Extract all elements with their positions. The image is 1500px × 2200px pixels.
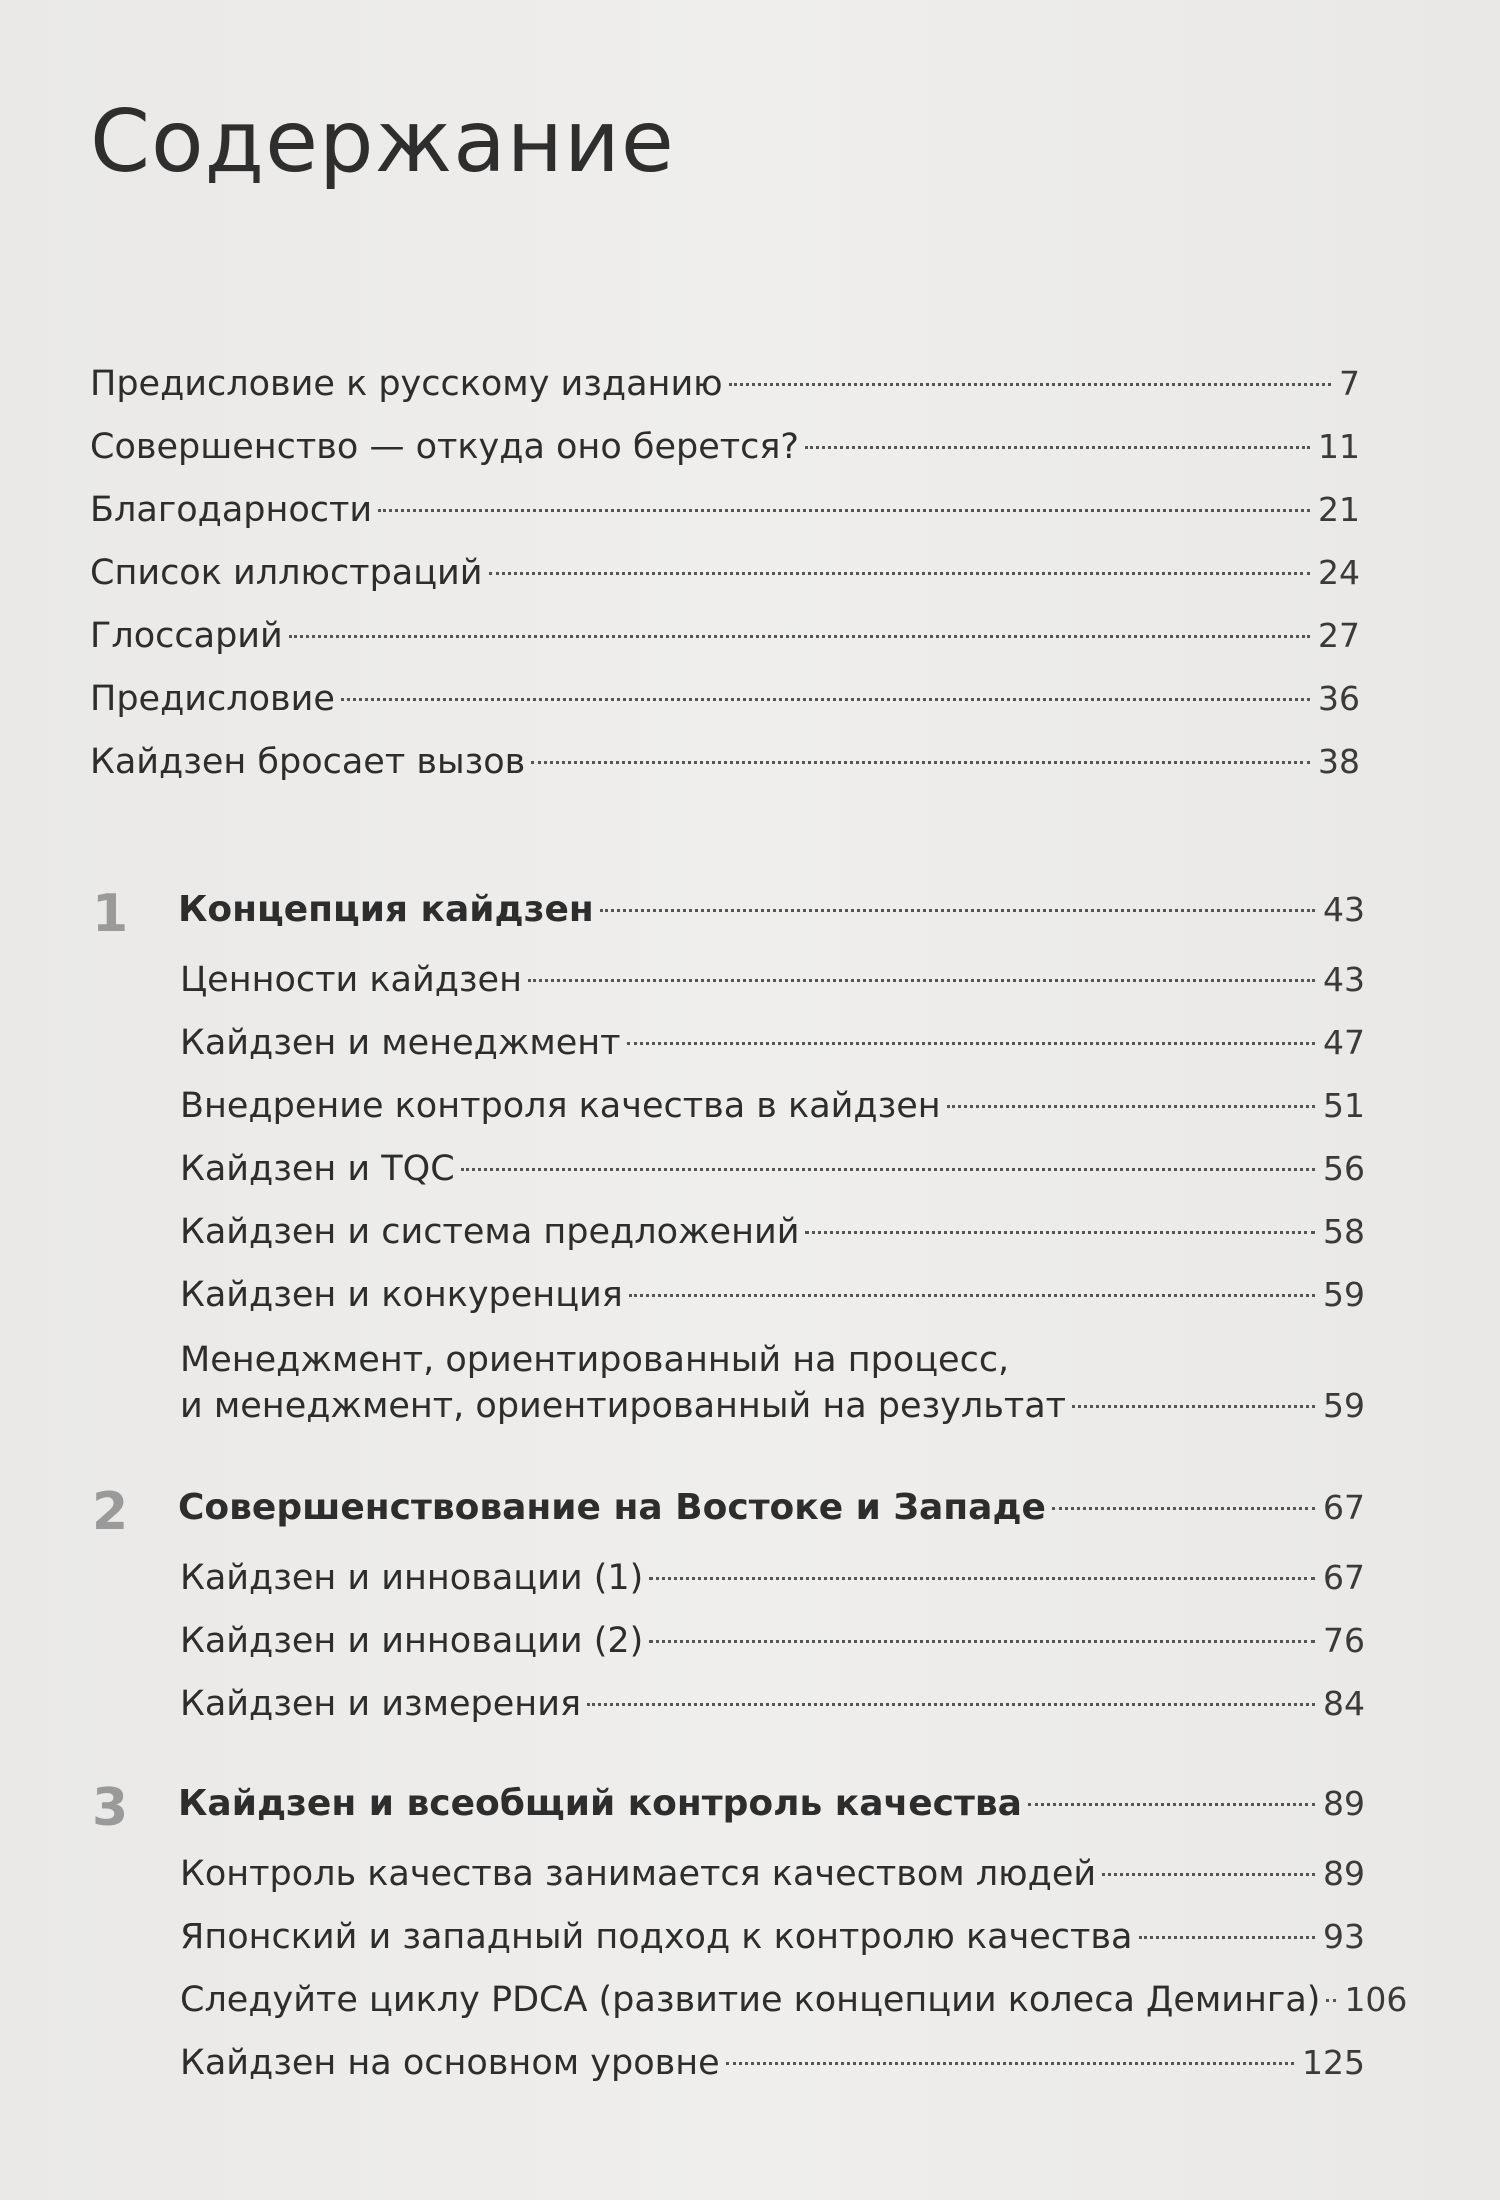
dot-leader	[489, 572, 1310, 575]
dot-leader	[729, 383, 1331, 386]
toc-entry[interactable]	[180, 958, 1365, 1002]
dot-leader	[341, 698, 1310, 701]
toc-entry[interactable]	[90, 425, 1360, 469]
toc-page-number: 67	[1323, 1488, 1365, 1527]
dot-leader	[805, 1231, 1315, 1234]
chapter-heading[interactable]	[178, 1782, 1365, 1826]
chapter-heading[interactable]	[178, 1486, 1365, 1530]
toc-entry[interactable]	[90, 740, 1360, 784]
toc-entry[interactable]	[90, 362, 1360, 406]
toc-page-number: 38	[1318, 742, 1360, 781]
dot-leader	[649, 1577, 1315, 1580]
toc-page-number: 89	[1323, 1854, 1365, 1893]
toc-entry[interactable]	[180, 1084, 1365, 1128]
toc-entry-label: Предисловие к русскому изданию	[90, 364, 723, 404]
toc-entry[interactable]	[180, 1147, 1365, 1191]
toc-entry[interactable]	[180, 1682, 1365, 1726]
toc-entry-label: Кайдзен и конкуренция	[180, 1275, 623, 1315]
toc-entry-multiline[interactable]	[180, 1337, 1365, 1429]
dot-leader	[289, 635, 1310, 638]
toc-page-number: 36	[1318, 679, 1360, 718]
dot-leader	[627, 1042, 1315, 1045]
toc-page-number: 89	[1323, 1784, 1365, 1823]
toc-entry[interactable]	[90, 488, 1360, 532]
chapter-number: 2	[92, 1482, 129, 1542]
chapter-title: Совершенствование на Востоке и Западе	[178, 1487, 1046, 1528]
dot-leader	[1139, 1936, 1316, 1939]
dot-leader	[1326, 1999, 1336, 2002]
chapter-heading[interactable]	[178, 888, 1365, 932]
toc-page-number: 58	[1323, 1212, 1365, 1251]
dot-leader	[1072, 1405, 1315, 1408]
toc-entry[interactable]	[90, 614, 1360, 658]
toc-entry-label: Кайдзен бросает вызов	[90, 742, 526, 782]
toc-page-number: 67	[1323, 1558, 1365, 1597]
toc-entry[interactable]	[180, 1556, 1365, 1600]
toc-entry[interactable]	[180, 1978, 1408, 2022]
toc-entry[interactable]	[90, 677, 1360, 721]
toc-page-number: 93	[1323, 1917, 1365, 1956]
dot-leader	[1102, 1873, 1315, 1876]
toc-entry-label: Японский и западный подход к контролю качества	[180, 1917, 1133, 1957]
dot-leader	[649, 1640, 1315, 1643]
toc-entry-label: Кайдзен и система предложений	[180, 1212, 800, 1252]
chapter-title: Концепция кайдзен	[178, 889, 594, 930]
toc-entry-label: и менеджмент, ориентированный на результат	[180, 1386, 1067, 1426]
toc-entry-label: Кайдзен и инновации (1)	[180, 1558, 644, 1598]
dot-leader	[461, 1168, 1315, 1171]
toc-entry-label: Внедрение контроля качества в кайдзен	[180, 1086, 941, 1126]
toc-page-number: 43	[1323, 890, 1365, 929]
toc-page-number: 47	[1323, 1023, 1365, 1062]
dot-leader	[1052, 1507, 1315, 1510]
toc-page-number: 24	[1318, 553, 1360, 592]
dot-leader	[528, 979, 1315, 982]
toc-entry-label: Ценности кайдзен	[180, 960, 522, 1000]
dot-leader	[378, 509, 1310, 512]
toc-entry-label: Контроль качества занимается качеством людей	[180, 1854, 1097, 1894]
page-title: Содержание	[90, 92, 675, 192]
chapter-number: 1	[92, 884, 129, 944]
toc-entry[interactable]	[180, 1915, 1365, 1959]
toc-page-number: 84	[1323, 1684, 1365, 1723]
toc-page-number: 59	[1323, 1386, 1365, 1425]
toc-page-number: 7	[1339, 364, 1360, 403]
dot-leader	[805, 446, 1310, 449]
dot-leader	[726, 2062, 1294, 2065]
toc-entry-label: Кайдзен и TQC	[180, 1149, 455, 1189]
toc-page-number: 11	[1318, 427, 1360, 466]
dot-leader	[600, 909, 1315, 912]
toc-entry[interactable]	[180, 1619, 1365, 1663]
toc-entry-label: Менеджмент, ориентированный на процесс,	[180, 1340, 1010, 1380]
toc-entry[interactable]	[180, 1852, 1365, 1896]
dot-leader	[947, 1105, 1315, 1108]
toc-page-number: 106	[1344, 1980, 1408, 2019]
toc-entry-label: Список иллюстраций	[90, 553, 483, 593]
dot-leader	[629, 1294, 1315, 1297]
toc-page-number: 43	[1323, 960, 1365, 999]
toc-page-number: 51	[1323, 1086, 1365, 1125]
toc-page-number: 76	[1323, 1621, 1365, 1660]
toc-page-number: 59	[1323, 1275, 1365, 1314]
toc-entry[interactable]	[180, 1210, 1365, 1254]
toc-page-number: 27	[1318, 616, 1360, 655]
chapter-number: 3	[92, 1778, 129, 1838]
dot-leader	[1028, 1803, 1315, 1806]
toc-entry[interactable]	[90, 551, 1360, 595]
toc-entry-label: Кайдзен и инновации (2)	[180, 1621, 644, 1661]
toc-entry-label: Следуйте циклу PDCA (развитие концепции колеса Деминга)	[180, 1980, 1321, 2020]
toc-entry-label: Совершенство — откуда оно берется?	[90, 427, 799, 467]
toc-entry[interactable]	[180, 2041, 1365, 2085]
toc-entry-label: Кайдзен на основном уровне	[180, 2043, 720, 2083]
toc-entry-label: Предисловие	[90, 679, 335, 719]
chapter-title: Кайдзен и всеобщий контроль качества	[178, 1783, 1022, 1824]
toc-entry-label: Кайдзен и измерения	[180, 1684, 581, 1724]
toc-entry-label: Глоссарий	[90, 616, 283, 656]
toc-entry-label: Благодарности	[90, 490, 373, 530]
dot-leader	[531, 761, 1310, 764]
toc-entry[interactable]	[180, 1021, 1365, 1065]
dot-leader	[587, 1703, 1315, 1706]
toc-entry[interactable]	[180, 1273, 1365, 1317]
toc-entry-label: Кайдзен и менеджмент	[180, 1023, 621, 1063]
toc-page-number: 125	[1302, 2043, 1365, 2082]
toc-page-number: 21	[1318, 490, 1360, 529]
toc-page-number: 56	[1323, 1149, 1365, 1188]
